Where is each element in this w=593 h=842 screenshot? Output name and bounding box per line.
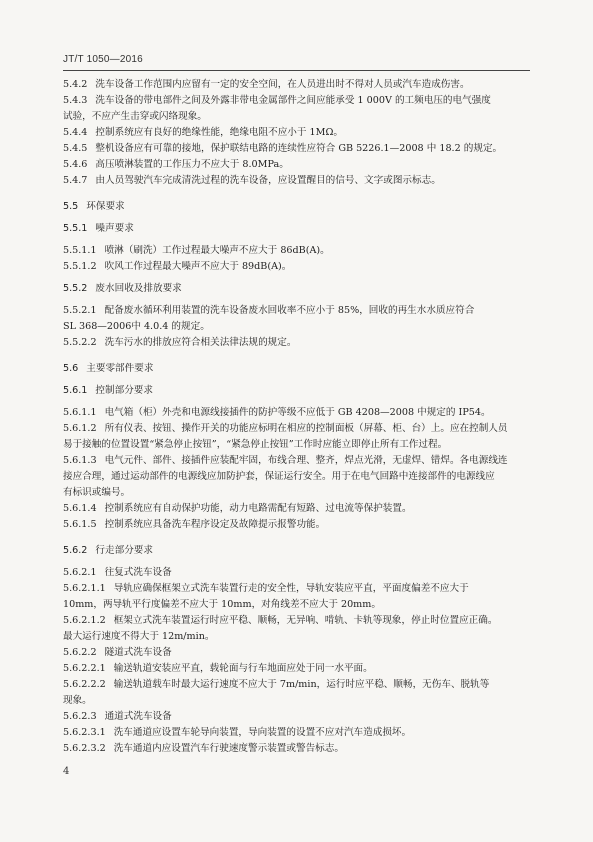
clause-text: 吹风工作过程最大噪声不应大于 89dB(A)。 [104, 261, 292, 272]
clause-text: 洗车设备工作范围内应留有一定的安全空间，在人员进出时不得对人员或汽车造成伤害。 [95, 79, 470, 90]
clause-text: 高压喷淋装置的工作压力不应大于 8.0MPa。 [95, 159, 289, 170]
document-header: JT/T 1050—2016 [63, 54, 143, 65]
clause-number: 5.5.1.2 [63, 261, 97, 272]
clause-line [63, 725, 530, 741]
clause-text: 洗车通道内应设置汽车行驶速度警示装置或警告标志。 [113, 743, 344, 754]
clause-number: 5.6.2.1 [63, 567, 97, 578]
clause-text: 现象。 [63, 695, 92, 706]
clause-text: 洗车污水的排放应符合相关法律法规的规定。 [104, 337, 297, 348]
section-heading [63, 383, 530, 399]
clause-number: 5.4.3 [63, 95, 88, 106]
clause-number: 5.6.2.1.2 [63, 615, 106, 626]
clause-line [63, 243, 530, 259]
section-heading [63, 361, 530, 377]
clause-text: 电气元件、部件、接插件应装配牢固，布线合理、整齐，焊点光滑，无虚焊、错焊。各电源线连 [104, 455, 508, 466]
clause-number: 5.6.2.2 [63, 647, 97, 658]
clause-line [63, 581, 530, 597]
clause-number: 5.4.4 [63, 127, 88, 138]
clause-number: 5.6.1 [63, 385, 88, 396]
clause-line [63, 597, 530, 613]
clause-line [63, 77, 530, 93]
clause-text: 输送轨道安装应平直，载轮面与行车地面应处于同一水平面。 [113, 663, 373, 674]
clause-text: 导轨应确保框架立式洗车装置行走的安全性，导轨安装应平直，平面度偏差不应大于 [113, 583, 469, 594]
heading-text: 主要零部件要求 [86, 363, 154, 374]
heading-text: 控制部分要求 [95, 385, 153, 396]
clause-number: 5.4.6 [63, 159, 88, 170]
clause-text: 由人员驾驶汽车完成清洗过程的洗车设备，应设置醒目的信号、文字或图示标志。 [95, 175, 441, 186]
clause-line [63, 109, 530, 125]
clause-text: 往复式洗车设备 [104, 567, 172, 578]
section-heading [63, 281, 530, 297]
clause-line [63, 613, 530, 629]
clause-number: 5.4.2 [63, 79, 88, 90]
clause-text: 整机设备应有可靠的接地，保护联结电路的连续性应符合 GB 5226.1—2008 中 18.2 的规定。 [95, 143, 503, 154]
clause-line [63, 141, 530, 157]
clause-text: 框架立式洗车装置运行时应平稳、顺畅，无异响、啃轨、卡轨等现象，停止时位置应正确。 [113, 615, 498, 626]
heading-text: 噪声要求 [95, 223, 134, 234]
clause-line [63, 517, 530, 533]
clause-line [63, 157, 530, 173]
clause-line [63, 693, 530, 709]
clause-line [63, 661, 530, 677]
header-rule [63, 70, 530, 71]
spacer [63, 533, 530, 543]
clause-number: 5.6.1.5 [63, 519, 97, 530]
clause-number: 5.6.2 [63, 545, 88, 556]
clause-line [63, 709, 530, 725]
clause-text: 配备废水循环利用装置的洗车设备废水回收率不应小于 85%，回收的再生水水质应符合 [104, 305, 475, 316]
clause-number: 5.5.1 [63, 223, 88, 234]
clause-text: 易于接触的位置设置“紧急停止按钮”，“紧急停止按钮”工作时应能立即停止所有工作过程。 [63, 439, 448, 450]
heading-text: 行走部分要求 [95, 545, 153, 556]
clause-number: 5.6.1.1 [63, 407, 97, 418]
clause-text: SL 368—2006中 4.0.4 的规定。 [63, 321, 210, 332]
clause-number: 5.6.2.3.1 [63, 727, 106, 738]
clause-number: 5.4.7 [63, 175, 88, 186]
clause-number: 5.4.5 [63, 143, 88, 154]
section-heading [63, 199, 530, 215]
clause-text: 控制系统应具备洗车程序设定及故障提示报警功能。 [104, 519, 326, 530]
clause-text: 10mm，两导轨平行度偏差不应大于 10mm，对角线差不应大于 20mm。 [63, 599, 381, 610]
spacer [63, 189, 530, 199]
clause-line [63, 259, 530, 275]
clause-number: 5.6.2.2.1 [63, 663, 106, 674]
clause-number: 5.5 [63, 201, 79, 212]
clause-number: 5.6.1.2 [63, 423, 97, 434]
clause-text: 通道式洗车设备 [104, 711, 172, 722]
clause-number: 5.5.1.1 [63, 245, 97, 256]
clause-line [63, 421, 530, 437]
clause-number: 5.6.2.2.2 [63, 679, 106, 690]
clause-text: 所有仪表、按钮、操作开关的功能应标明在相应的控制面板（屏幕、柜、台）上。应在控制人员 [104, 423, 508, 434]
clause-text: 接应合理，通过运动部件的电源线应加防护套，保证运行安全。用于在电气回路中连接部件的电源线应 [63, 471, 495, 482]
clause-line [63, 677, 530, 693]
heading-text: 环保要求 [86, 201, 125, 212]
clause-text: 洗车设备的带电部件之间及外露非带电金属部件之间应能承受 1 000V 的工频电压的电气强度 [95, 95, 491, 106]
clause-number: 5.6.2.1.1 [63, 583, 106, 594]
clause-line [63, 485, 530, 501]
clause-number: 5.6.1.4 [63, 503, 97, 514]
clause-line [63, 629, 530, 645]
clause-text: 控制系统应有良好的绝缘性能，绝缘电阻不应小于 1MΩ。 [95, 127, 344, 138]
clause-number: 5.6.1.3 [63, 455, 97, 466]
clause-line [63, 741, 530, 757]
clause-line [63, 437, 530, 453]
clause-text: 控制系统应有自动保护功能，动力电路需配有短路、过电流等保护装置。 [104, 503, 412, 514]
clause-line [63, 335, 530, 351]
section-heading [63, 543, 530, 559]
clause-line [63, 565, 530, 581]
clause-text: 试验，不应产生击穿或闪络现象。 [63, 111, 207, 122]
clause-number: 5.5.2 [63, 283, 88, 294]
clause-text: 最大运行速度不得大于 12m/min。 [63, 631, 215, 642]
clause-number: 5.5.2.2 [63, 337, 97, 348]
clause-number: 5.6.2.3 [63, 711, 97, 722]
clause-number: 5.6 [63, 363, 79, 374]
clause-line [63, 93, 530, 109]
document-body [63, 77, 530, 757]
clause-text: 有标识或编号。 [63, 487, 131, 498]
clause-line [63, 501, 530, 517]
clause-line [63, 173, 530, 189]
clause-line [63, 319, 530, 335]
section-heading [63, 221, 530, 237]
clause-text: 输送轨道载车时最大运行速度不应大于 7m/min，运行时应平稳、顺畅，无伤车、脱轨等 [113, 679, 490, 690]
clause-text: 喷淋（刷洗）工作过程最大噪声不应大于 86dB(A)。 [104, 245, 330, 256]
spacer [63, 351, 530, 361]
clause-number: 5.6.2.3.2 [63, 743, 106, 754]
clause-number: 5.5.2.1 [63, 305, 97, 316]
heading-text: 废水回收及排放要求 [95, 283, 182, 294]
clause-line [63, 125, 530, 141]
clause-line [63, 645, 530, 661]
clause-line [63, 303, 530, 319]
clause-line [63, 405, 530, 421]
clause-line [63, 469, 530, 485]
clause-text: 洗车通道应设置车轮导向装置，导向装置的设置不应对汽车造成损坏。 [113, 727, 412, 738]
page-number: 4 [63, 766, 70, 777]
clause-text: 电气箱（柜）外壳和电源线接插件的防护等级不应低于 GB 4208—2008 中规定的 IP54。 [104, 407, 491, 418]
clause-line [63, 453, 530, 469]
clause-text: 隧道式洗车设备 [104, 647, 172, 658]
